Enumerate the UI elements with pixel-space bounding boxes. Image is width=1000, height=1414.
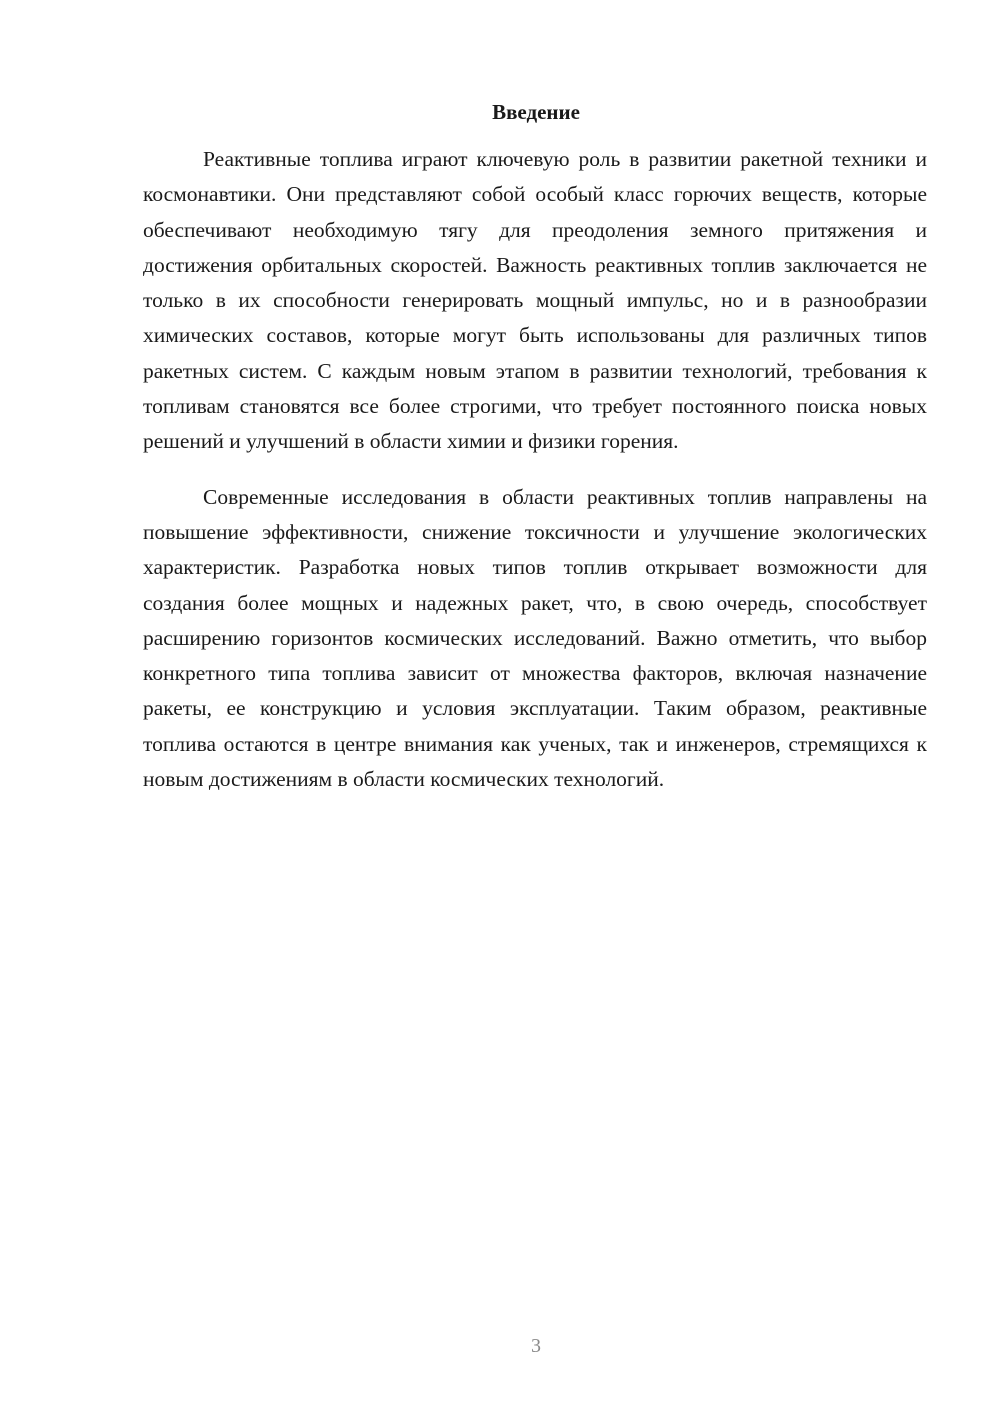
section-heading: Введение [492,100,580,124]
paragraph-1: Реактивные топлива играют ключевую роль в развитии ракетной техники и космонавтики. Они представляют собой особый класс горючих веществ, которые обеспечивают необходимую тягу для преодоления земного притяжения и достижения орбитальных скоростей. Важность реактивных топлив заключается не только в их способности генерировать мощный импульс, но и в разнообразии химических составов, которые могут быть использованы для различных типов ракетных систем. С каждым новым этапом в развитии технологий, требования к топливам становятся все более строгими, что требует постоянного поиска новых решений и улучшений в области химии и физики горения. [143,147,927,454]
paragraph-2: Современные исследования в области реактивных топлив направлены на повышение эффективности, снижение токсичности и улучшение экологических характеристик. Разработка новых типов топлив открывает возможности для создания более мощных и надежных ракет, что, в свою очередь, способствует расширению горизонтов космических исследований. Важно отметить, что выбор конкретного типа топлива зависит от множества факторов, включая назначение ракеты, ее конструкцию и условия эксплуатации. Таким образом, реактивные топлива остаются в центре внимания как ученых, так и инженеров, стремящихся к новым достижениям в области космических технологий. [143,484,927,792]
body-text [143,142,927,797]
page-number: 3 [531,1335,541,1357]
